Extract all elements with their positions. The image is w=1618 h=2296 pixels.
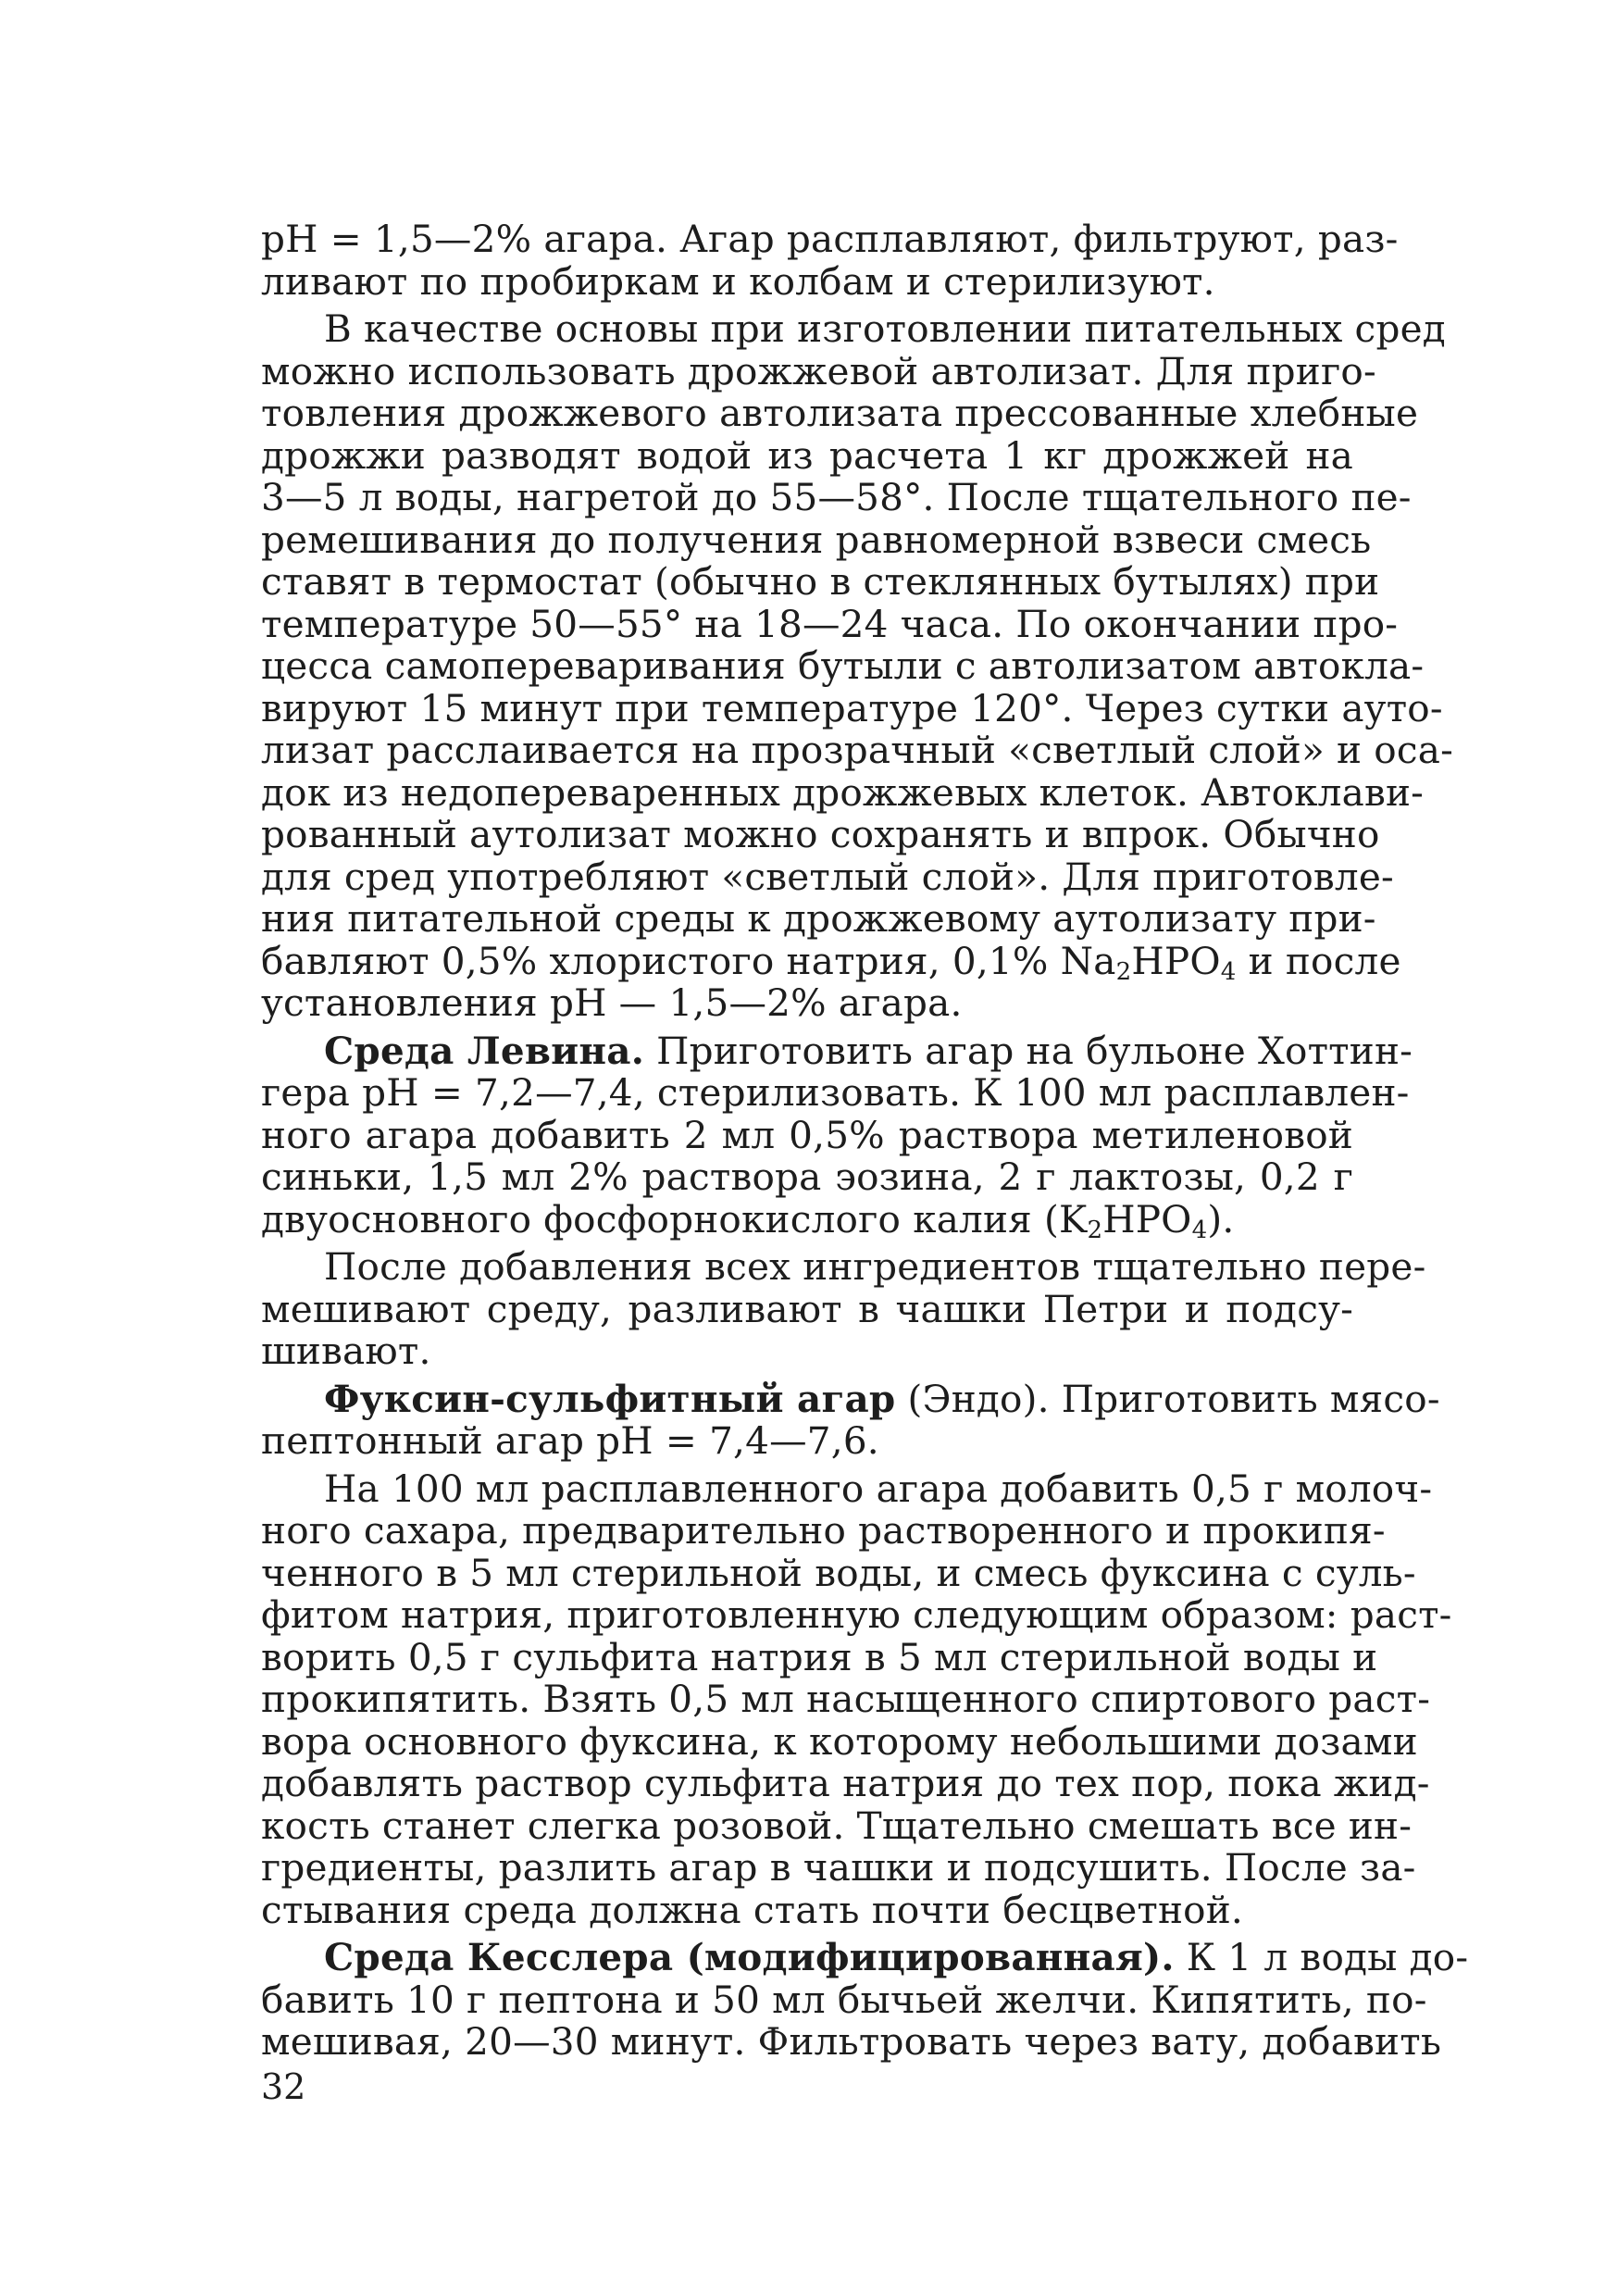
text-line: ченного в 5 мл стерильной воды, и смесь фуксина с суль- — [261, 1550, 1416, 1595]
paragraph-7 — [261, 1935, 1469, 2064]
subscript: 2 — [1115, 957, 1132, 986]
page-text-block — [261, 217, 1469, 2070]
text-fragment: (Эндо). Приготовить мясо- — [895, 1376, 1440, 1421]
paragraph-2 — [261, 306, 1453, 1025]
text-line: гредиенты, разлить агар в чашки и подсушить. После за- — [261, 1845, 1416, 1890]
text-line: мешивая, 20—30 минут. Фильтровать через вату, добавить — [261, 2019, 1442, 2064]
text-line: рованный аутолизат можно сохранять и впрок. Обычно — [261, 812, 1380, 856]
text-line: для сред употребляют «светлый слой». Для приготовле- — [261, 854, 1394, 899]
text-line: мешивают среду, разливают в чашки Петри и подсу- — [261, 1286, 1353, 1331]
text-line-with-heading — [261, 1935, 1469, 1979]
text-fragment: HPO — [1131, 938, 1221, 983]
text-line: ставят в термостат (обычно в стеклянных бутылях) при — [261, 559, 1380, 604]
text-line: pH = 1,5—2% агара. Агар расплавляют, фильтруют, раз- — [261, 217, 1399, 261]
text-line: прокипятить. Взять 0,5 мл насыщенного спиртового раст- — [261, 1677, 1431, 1721]
text-line: добавлять раствор сульфита натрия до тех пор, пока жид- — [261, 1761, 1430, 1805]
text-line: В качестве основы при изготовлении питательных сред — [324, 306, 1446, 351]
run-in-heading: Среда Кесслера (модифицированная). — [324, 1935, 1175, 1979]
subscript: 4 — [1220, 957, 1237, 986]
text-line: установления pH — 1,5—2% агара. — [261, 980, 963, 1025]
text-line: док из недопереваренных дрожжевых клеток. Автоклави- — [261, 769, 1425, 815]
subscript: 4 — [1191, 1216, 1208, 1244]
text-line: температуре 50—55° на 18—24 часа. По окончании про- — [261, 601, 1399, 646]
paragraph-3 — [261, 1028, 1413, 1244]
text-line: стывания среда должна стать почти бесцветной. — [261, 1887, 1244, 1932]
text-line: ния питательной среды к дрожжевому аутолизату при- — [261, 896, 1376, 941]
text-line-formula — [261, 1196, 1353, 1244]
text-line: ного сахара, предварительно растворенного и прокипя- — [261, 1508, 1386, 1553]
text-line-with-heading — [261, 1376, 1440, 1421]
text-fragment: Приготовить агар на бульоне Хоттин- — [644, 1028, 1413, 1073]
text-line: кость станет слегка розовой. Тщательно смешать все ин- — [261, 1803, 1413, 1848]
text-fragment: и после — [1236, 938, 1401, 983]
paragraph-6 — [261, 1466, 1452, 1932]
text-line: После добавления всех ингредиентов тщательно пере- — [324, 1244, 1426, 1289]
text-line: ремешивания до получения равномерной взвеси смесь — [261, 517, 1372, 562]
text-line: фитом натрия, приготовленную следующим образом: раст- — [261, 1592, 1452, 1637]
run-in-heading: Фуксин-сульфитный агар — [324, 1376, 896, 1421]
text-line: цесса самопереваривания бутыли с автолизатом автокла- — [261, 643, 1425, 688]
text-line: бавить 10 г пептона и 50 мл бычьей желчи. Кипятить, по- — [261, 1977, 1427, 2022]
text-line: ливают по пробиркам и колбам и стерилизуют. — [261, 258, 1215, 304]
text-line: 3—5 л воды, нагретой до 55—58°. После тщательного пе- — [261, 475, 1412, 519]
subscript: 2 — [1087, 1216, 1103, 1244]
text-line: лизат расслаивается на прозрачный «светлый слой» и оса- — [261, 728, 1453, 772]
text-fragment: К 1 л воды до- — [1174, 1935, 1469, 1979]
text-line: пептонный агар pH = 7,4—7,6. — [261, 1418, 879, 1463]
text-line: ного агара добавить 2 мл 0,5% раствора метиленовой — [261, 1112, 1353, 1157]
paragraph-5 — [261, 1376, 1440, 1463]
text-line: На 100 мл расплавленного агара добавить 0,5 г молоч- — [324, 1466, 1433, 1511]
page-number: 32 — [261, 2066, 306, 2107]
text-fragment: двуосновного фосфорнокислого калия (K — [261, 1196, 1088, 1242]
text-line-with-heading — [261, 1028, 1413, 1073]
text-line: ворить 0,5 г сульфита натрия в 5 мл стерильной воды и — [261, 1634, 1378, 1679]
paragraph-4 — [261, 1244, 1426, 1373]
text-line: вора основного фуксина, к которому небольшими дозами — [261, 1718, 1418, 1764]
text-line: товления дрожжевого автолизата прессованные хлебные — [261, 391, 1419, 435]
text-line: гера pH = 7,2—7,4, стерилизовать. К 100 мл расплавлен- — [261, 1070, 1410, 1115]
text-line: вируют 15 минут при температуре 120°. Через сутки ауто- — [261, 685, 1443, 730]
text-line-formula — [261, 938, 1401, 986]
text-line: можно использовать дрожжевой автолизат. Для приго- — [261, 348, 1376, 393]
text-line: дрожжи разводят водой из расчета 1 кг дрожжей на — [261, 432, 1353, 478]
run-in-heading: Среда Левина. — [324, 1028, 644, 1073]
text-fragment: ). — [1207, 1196, 1235, 1242]
text-line: шивают. — [261, 1329, 431, 1373]
text-fragment: бавляют 0,5% хлористого натрия, 0,1% Na — [261, 938, 1116, 983]
text-fragment: HPO — [1102, 1196, 1192, 1242]
paragraph-1 — [261, 217, 1399, 304]
text-line: синьки, 1,5 мл 2% раствора эозина, 2 г лактозы, 0,2 г — [261, 1154, 1353, 1199]
